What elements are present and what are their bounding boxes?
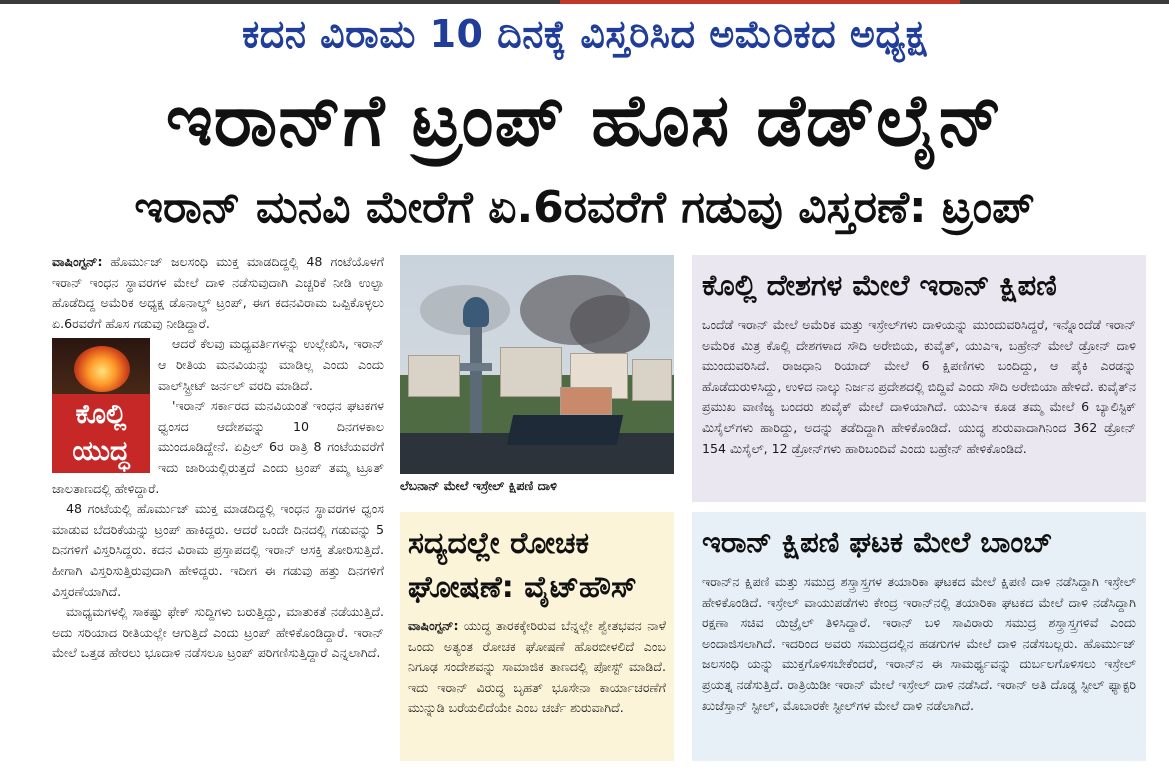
smoke-plume-dark (570, 295, 650, 355)
whitehouse-announcement-box (400, 512, 674, 761)
missile-unit-bomb-box (692, 512, 1146, 761)
minaret-balcony (460, 363, 492, 371)
missile-unit-box-title: ಇರಾನ್ ಕ್ಷಿಪಣಿ ಘಟಕ ಮೇಲೆ ಬಾಂಬ್ (702, 525, 1053, 559)
building (632, 359, 672, 401)
badge-line-2: ಯುದ್ಧ (72, 436, 130, 468)
main-story-para-3: 'ಇರಾನ್ ಸರ್ಕಾರದ ಮನವಿಯಂತೆ ಇಂಧನ ಘಟಕಗಳ ಧ್ವಂಸದ ಆದೇಶವನ್ನು 10 ದಿನಗಳಕಾಲ ಮುಂದೂಡಿದ್ದೇನೆ. ಏಪ್ರಿಲ್ 6ರ ರಾತ್ರಿ 8 ಗಂಟೆಯವರೆಗೆ ಇದು ಜಾರಿಯಲ್ಲಿರುತ್ತದೆ ಎಂದು ಟ್ರಂಪ್ ತಮ್ಮ ಟ್ರೂತ್ ಜಾಲತಾಣದಲ್ಲಿ ಹೇಳಿದ್ದಾರೆ. (52, 398, 384, 496)
main-story-para-4: 48 ಗಂಟೆಯಲ್ಲಿ ಹೊರ್ಮುಜ್ ಮುಕ್ತ ಮಾಡದಿದ್ದಲ್ಲಿ ಇಂಧನ ಸ್ಥಾವರಗಳ ಧ್ವಂಸ ಮಾಡುವ ಬೆದರಿಕೆಯನ್ನು ಟ್ರಂಪ್ ಹಾಕಿದ್ದರು. ಆದರೆ ಒಂದೇ ದಿನದಲ್ಲಿ ಗಡುವನ್ನು 5 ದಿನಗಳಿಗೆ ವಿಸ್ತರಿಸಿದ್ದರು. ಕದನ ವಿರಾಮ ಪ್ರಸ್ತಾಪದಲ್ಲಿ ಇರಾನ್ ಆಸಕ್ತಿ ತೋರಿಸುತ್ತಿದೆ. ಹೀಗಾಗಿ ವಿಸ್ತರಿಸುತ್ತಿರುವುದಾಗಿ ಹೇಳಿದ್ದರು. ಇದೀಗ ಈ ಗಡುವು ಹತ್ತು ದಿನಗಳಿಗೆ ವಿಸ್ತರಣೆಯಾಗಿದೆ. (52, 501, 384, 599)
solar-panels (507, 415, 623, 445)
top-accent-stripe (560, 0, 960, 4)
top-color-bar (0, 0, 1169, 4)
kicker-headline: ಕದನ ವಿರಾಮ 10 ದಿನಕ್ಕೆ ವಿಸ್ತರಿಸಿದ ಅಮೆರಿಕದ ಅಧ್ಯಕ್ಷ (242, 12, 927, 56)
gulf-missile-box-title: ಕೊಲ್ಲಿ ದೇಶಗಳ ಮೇಲೆ ಇರಾನ್ ಕ್ಷಿಪಣಿ (702, 268, 1057, 302)
gulf-war-badge-label (52, 394, 150, 473)
gulf-missile-box (692, 255, 1146, 502)
main-story-para-5: ಮಾಧ್ಯಮಗಳಲ್ಲಿ ಸಾಕಷ್ಟು ಫೇಕ್ ಸುದ್ದಿಗಳು ಬರುತ್ತಿದ್ದು, ಮಾತುಕತೆ ನಡೆಯುತ್ತಿದೆ. ಅದು ಸರಿಯಾದ ರೀತಿಯಲ್ಲೇ ಆಗುತ್ತಿದೆ ಎಂದು ಟ್ರಂಪ್ ಹೇಳಿಕೊಂಡಿದ್ದಾರೆ. ಇರಾನ್ ಮೇಲೆ ಒತ್ತಡ ಹೇರಲು ಭೂದಾಳಿ ನಡೆಸಲೂ ಟ್ರಂಪ್ ಪರಿಗಣಿಸುತ್ತಿದ್ದಾರೆ ಎನ್ನಲಾಗಿದೆ. (52, 604, 384, 661)
main-story-para-1-text: ಹೊರ್ಮುಜ್ ಜಲಸಂಧಿ ಮುಕ್ತ ಮಾಡದಿದ್ದಲ್ಲಿ 48 ಗಂಟೆಯೊಳಗೆ ಇರಾನ್ ಇಂಧನ ಸ್ಥಾವರಗಳ ಮೇಲೆ ದಾಳಿ ನಡೆಸುವುದಾಗಿ ಎಚ್ಚರಿಕೆ ನೀಡಿ ಉಲ್ಟಾ ಹೊಡೆದಿದ್ದ ಅಮೆರಿಕ ಅಧ್ಯಕ್ಷ ಡೊನಾಲ್ಡ್ ಟ್ರಂಪ್, ಈಗ ಕದನವಿರಾಮ ಒಪ್ಪಿಕೊಳ್ಳಲು ಏ.6ರವರೆಗೆ ಹೊಸ ಗಡುವು ನೀಡಿದ್ದಾರೆ. (52, 254, 384, 331)
main-story-para-2: ಆದರೆ ಕೆಲವು ಮಧ್ಯವರ್ತಿಗಳನ್ನು ಉಲ್ಲೇಖಿಸಿ, ಇರಾನ್ ಆ ರೀತಿಯ ಮನವಿಯನ್ನು ಮಾಡಿಲ್ಲ ಎಂದು ಎಂದು ವಾಲ್‌ಸ್ಟ್ರೀಟ್ ಜರ್ನಲ್ ವರದಿ ಮಾಡಿದೆ. (158, 336, 384, 393)
building (408, 355, 460, 397)
whitehouse-box-title: ಸದ್ಯದಲ್ಲೇ ರೋಚಕ ಘೋಷಣೆ: ವೈಟ್‌ಹೌಸ್ (408, 526, 637, 605)
main-story-para-1 (52, 252, 384, 334)
main-story-column (52, 252, 384, 762)
building-red-roof (560, 387, 612, 415)
whitehouse-box-body (408, 616, 666, 719)
minaret-dome (463, 297, 489, 327)
main-headline: ಇರಾನ್‌ಗೆ ಟ್ರಂಪ್ ಹೊಸ ಡೆಡ್‌ಲೈನ್ (165, 78, 1004, 162)
lebanon-strike-photo (400, 255, 674, 474)
building (500, 347, 562, 397)
whitehouse-box-text: ಯುದ್ಧ ತಾರಕಕ್ಕೇರಿರುವ ಬೆನ್ನಲ್ಲೇ ಶ್ವೇತಭವನ ನಾಳೆ ಒಂದು ಅತ್ಯಂತ ರೋಚಕ ಘೋಷಣೆ ಹೊರಬೀಳಲಿದೆ ಎಂಬ ನಿಗೂಢ ಸಂದೇಶವನ್ನು ಸಾಮಾಜಿಕ ತಾಣದಲ್ಲಿ ಪೋಸ್ಟ್ ಮಾಡಿದೆ. ಇದು ಇರಾನ್ ವಿರುದ್ಧ ಬೃಹತ್ ಭೂಸೇನಾ ಕಾರ್ಯಾಚರಣೆಗೆ ಮುನ್ನುಡಿ ಬರೆಯಲಿದೆಯೇ ಎಂಬ ಚರ್ಚೆ ಶುರುವಾಗಿದೆ. (408, 618, 666, 716)
gulf-war-badge-image (52, 338, 150, 473)
main-story-dateline: ವಾಷಿಂಗ್ಟನ್: (52, 254, 103, 269)
badge-line-1: ಕೊಲ್ಲಿ (75, 399, 127, 431)
sub-headline: ಇರಾನ್ ಮನವಿ ಮೇರೆಗೆ ಏ.6ರವರೆಗೆ ಗಡುವು ವಿಸ್ತರಣೆ: ಟ್ರಂಪ್ (134, 182, 1035, 233)
missile-unit-box-body: ಇರಾನ್‌ನ ಕ್ಷಿಪಣಿ ಮತ್ತು ಸಮುದ್ರ ಶಸ್ತ್ರಾಸ್ತ್ರಗಳ ತಯಾರಿಕಾ ಘಟಕದ ಮೇಲೆ ಕ್ಷಿಪಣಿ ದಾಳಿ ನಡೆಸಿದ್ದಾಗಿ ಇಸ್ರೇಲ್ ಹೇಳಿಕೊಂಡಿದೆ. ಇಸ್ರೇಲ್ ವಾಯುಪಡೆಗಳು ಕೇಂದ್ರ ಇರಾನ್‌ನಲ್ಲಿ ತಯಾರಿಕಾ ಘಟಕದ ಮೇಲೆ ದಾಳಿ ನಡೆಸಿದ್ದಾಗಿ ರಕ್ಷಣಾ ಸಚಿವ ಯಿಜ್ರೈಲ್ ತಿಳಿಸಿದ್ದಾರೆ. ಇರಾನ್ ಬಳಿ ಸಾವಿರಾರು ಸಮುದ್ರ ಶಸ್ತ್ರಾಸ್ತ್ರಗಳಿವೆ ಎಂದು ಅಂದಾಜಿಸಲಾಗಿದೆ. ಇದರಿಂದ ಅವರು ಸಮುದ್ರದಲ್ಲಿನ ಹಡಗುಗಳ ಮೇಲೆ ದಾಳಿ ನಡೆಸಬಲ್ಲರು. ಹೊರ್ಮುಜ್ ಜಲಸಂಧಿ ಯನ್ನು ಮುಕ್ತಗೊಳಿಸಬೇಕೆಂದರೆ, ಇರಾನ್‌ನ ಈ ಸಾಮರ್ಥ್ಯವನ್ನು ದುರ್ಬಲಗೊಳಿಸಲು ಇಸ್ರೇಲ್ ಪ್ರಯತ್ನ ನಡೆಸುತ್ತಿದೆ. ರಾತ್ರಿಯಿಡೀ ಇರಾನ್ ಮೇಲೆ ಇಸ್ರೇಲ್ ದಾಳಿ ನಡೆಸಿದೆ. ಇರಾನ್ ಅತಿ ದೊಡ್ಡ ಸ್ಟೀಲ್ ಫ್ಯಾಕ್ಟರಿ ಖುಜೆಸ್ತಾನ್ ಸ್ಟೀಲ್, ಮೊಬಾರಕೇ ಸ್ಟೀಲ್‌ಗಳ ಮೇಲೆ ದಾಳಿ ನಡೆಲಾಗಿದೆ. (702, 574, 1136, 713)
gulf-missile-box-body: ಒಂದೆಡೆ ಇರಾನ್ ಮೇಲೆ ಅಮೆರಿಕ ಮತ್ತು ಇಸ್ರೇಲ್‌ಗಳು ದಾಳಿಯನ್ನು ಮುಂದುವರಿಸಿದ್ದರೆ, ಇನ್ನೊಂದೆಡೆ ಇರಾನ್ ಅಮೆರಿಕ ಮಿತ್ರ ಕೊಲ್ಲಿ ದೇಶಗಳಾದ ಸೌದಿ ಅರೇಬಿಯ, ಕುವೈತ್, ಯುಎಇ, ಬಹ್ರೇನ್ ಮೇಲೆ ಡ್ರೋನ್ ದಾಳಿ ಮುಂದುವರಿಸಿದೆ. ರಾಜಧಾನಿ ರಿಯಾದ್ ಮೇಲೆ 6 ಕ್ಷಿಪಣಿಗಳು ಬಂದಿದ್ದು, ಆ ಪೈಕಿ ಎರಡನ್ನು ಹೊಡೆದುರುಳಿಸಿದ್ದು, ಉಳಿದ ನಾಲ್ಕು ನಿರ್ಜನ ಪ್ರದೇಶದಲ್ಲಿ ಬಿದ್ದಿವೆ ಎಂದು ಸೌದಿ ಅರೇಬಿಯಾ ಹೇಳಿದೆ. ಕುವೈತ್‌ನ ಪ್ರಮುಖ ವಾಣಿಜ್ಯ ಬಂದರು ಶುವೈಕ್ ಮೇಲೆ ದಾಳಿಯಾಗಿದೆ. ಯುಎಇ ಕೂಡ ತಮ್ಮ ಮೇಲೆ 6 ಬ್ಯಾಲಿಸ್ಟಿಕ್ ಮಿಸೈಲ್‌ಗಳು ಹಾರಿದ್ದು, ಅದನ್ನು ತಡೆದಿದ್ದಾಗಿ ಹೇಳಿಕೊಂಡಿದೆ. ಯುದ್ಧ ಶುರುವಾದಾಗಿನಿಂದ 362 ಡ್ರೋನ್ 154 ಮಿಸೈಲ್, 12 ಡ್ರೋನ್‌ಗಳು ಹಾರಿಬಂದಿವೆ ಎಂದು ಬಹ್ರೇನ್ ಹೇಳಿಕೊಂಡಿದೆ. (702, 317, 1136, 456)
whitehouse-box-dateline: ವಾಷಿಂಗ್ಟನ್: (408, 618, 459, 633)
photo-caption: ಲೆಬನಾನ್ ಮೇಲೆ ಇಸ್ರೇಲ್ ಕ್ಷಿಪಣಿ ದಾಳಿ (400, 478, 557, 493)
